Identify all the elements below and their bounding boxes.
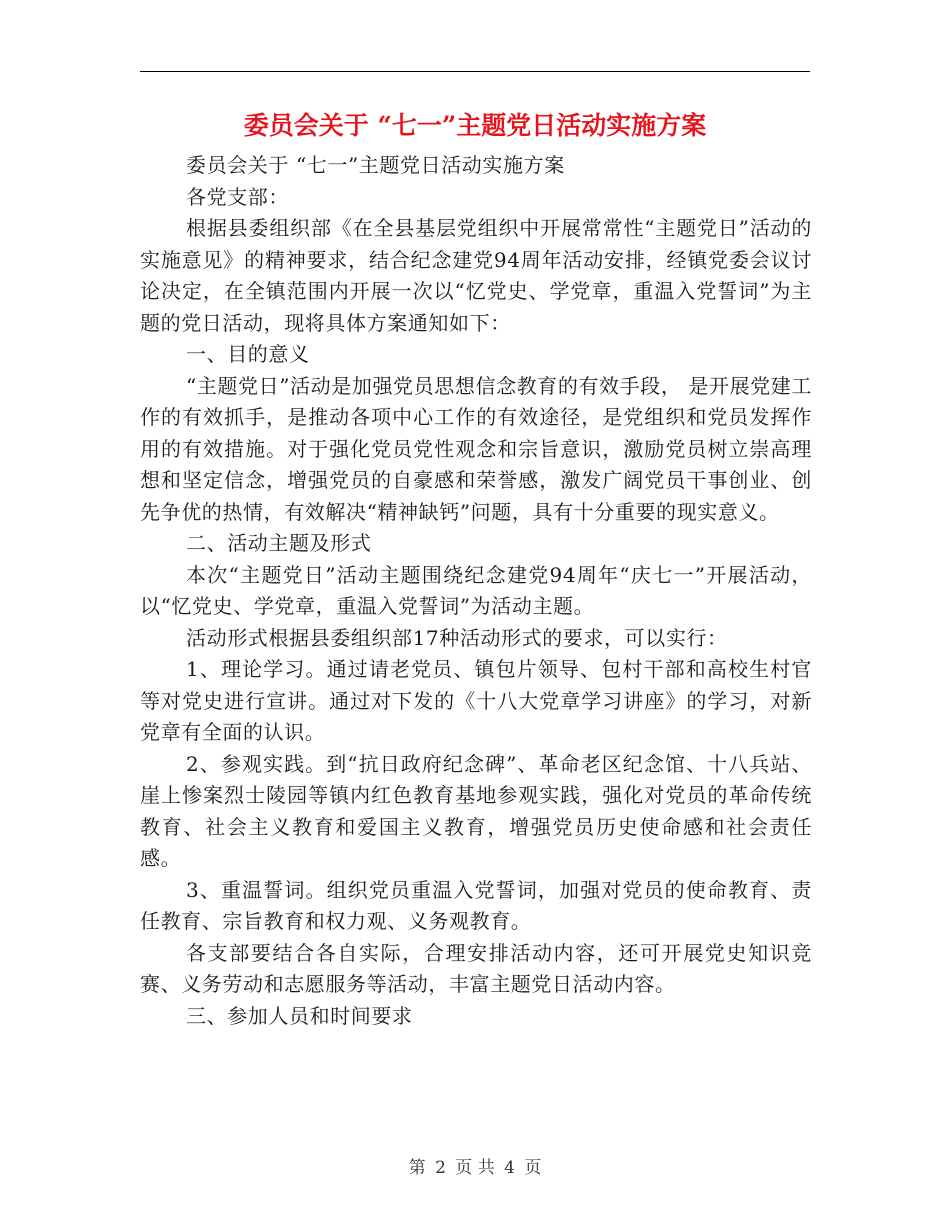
document-body: [140, 150, 812, 1032]
page-footer: [0, 1153, 950, 1178]
paragraph-theme: 本次“主题党日”活动主题围绕纪念建党94周年“庆七一”开展活动，以“忆党史、学党章，重温入党誓词”为活动主题。: [140, 562, 812, 618]
paragraph-item-2: 2、参观实践。到“抗日政府纪念碑”、革命老区纪念馆、十八兵站、崖上惨案烈士陵园等镇内红色教育基地参观实践，强化对党员的革命传统教育、社会主义教育和爱国主义教育，增强党员历史使命感和社会责任感。: [140, 751, 812, 870]
section-heading-participants: 三、参加人员和时间要求: [186, 1003, 413, 1028]
footer-page-number: 2: [435, 1158, 446, 1178]
section-heading-theme: 二、活动主题及形式: [186, 531, 372, 555]
footer-page-total: 4: [504, 1158, 515, 1178]
header-rule: [140, 71, 810, 72]
footer-middle: 页 共: [455, 1158, 495, 1178]
paragraph-purpose: “主题党日”活动是加强党员思想信念教育的有效手段， 是开展党建工作的有效抓手，是推动各项中心工作的有效途径，是党组织和党员发挥作用的有效措施。对于强化党员党性观念和宗旨意识，激励党员树立崇高理想和坚定信念，增强党员的自豪感和荣誉感，激发广阔党员干事创业、创先争优的热情，有效解决“精神缺钙”问题，具有十分重要的现实意义。: [140, 373, 813, 524]
paragraph-subtitle: 委员会关于 “七一”主题党日活动实施方案: [186, 153, 565, 177]
paragraph-item-1: 1、理论学习。通过请老党员、镇包片领导、包村干部和高校生村官等对党史进行宣讲。通过对下发的《十八大党章学习讲座》的学习，对新党章有全面的认识。: [140, 657, 812, 744]
paragraph-forms: 活动形式根据县委组织部17种活动形式的要求，可以实行：: [186, 625, 728, 650]
footer-prefix: 第: [408, 1158, 426, 1178]
paragraph-salutation: 各党支部：: [186, 184, 289, 209]
paragraph-item-3: 3、重温誓词。组织党员重温入党誓词，加强对党员的使命教育、责任教育、宗旨教育和权力观、义务观教育。: [140, 877, 812, 933]
paragraph-branches: 各支部要结合各自实际，合理安排活动内容，还可开展党史知识竞赛、义务劳动和志愿服务等活动，丰富主题党日活动内容。: [140, 940, 812, 996]
footer-suffix: 页: [524, 1158, 542, 1178]
paragraph-intro: 根据县委组织部《在全县基层党组织中开展常常性“主题党日”活动的实施意见》的精神要求，结合纪念建党94周年活动安排，经镇党委会议讨论决定，在全镇范围内开展一次以“忆党史、学党章，重温入党誓词”为主题的党日活动，现将具体方案通知如下：: [140, 216, 812, 335]
section-heading-purpose: 一、目的意义: [186, 342, 310, 366]
document-title: 委员会关于 “七一”主题党日活动实施方案: [243, 111, 707, 140]
